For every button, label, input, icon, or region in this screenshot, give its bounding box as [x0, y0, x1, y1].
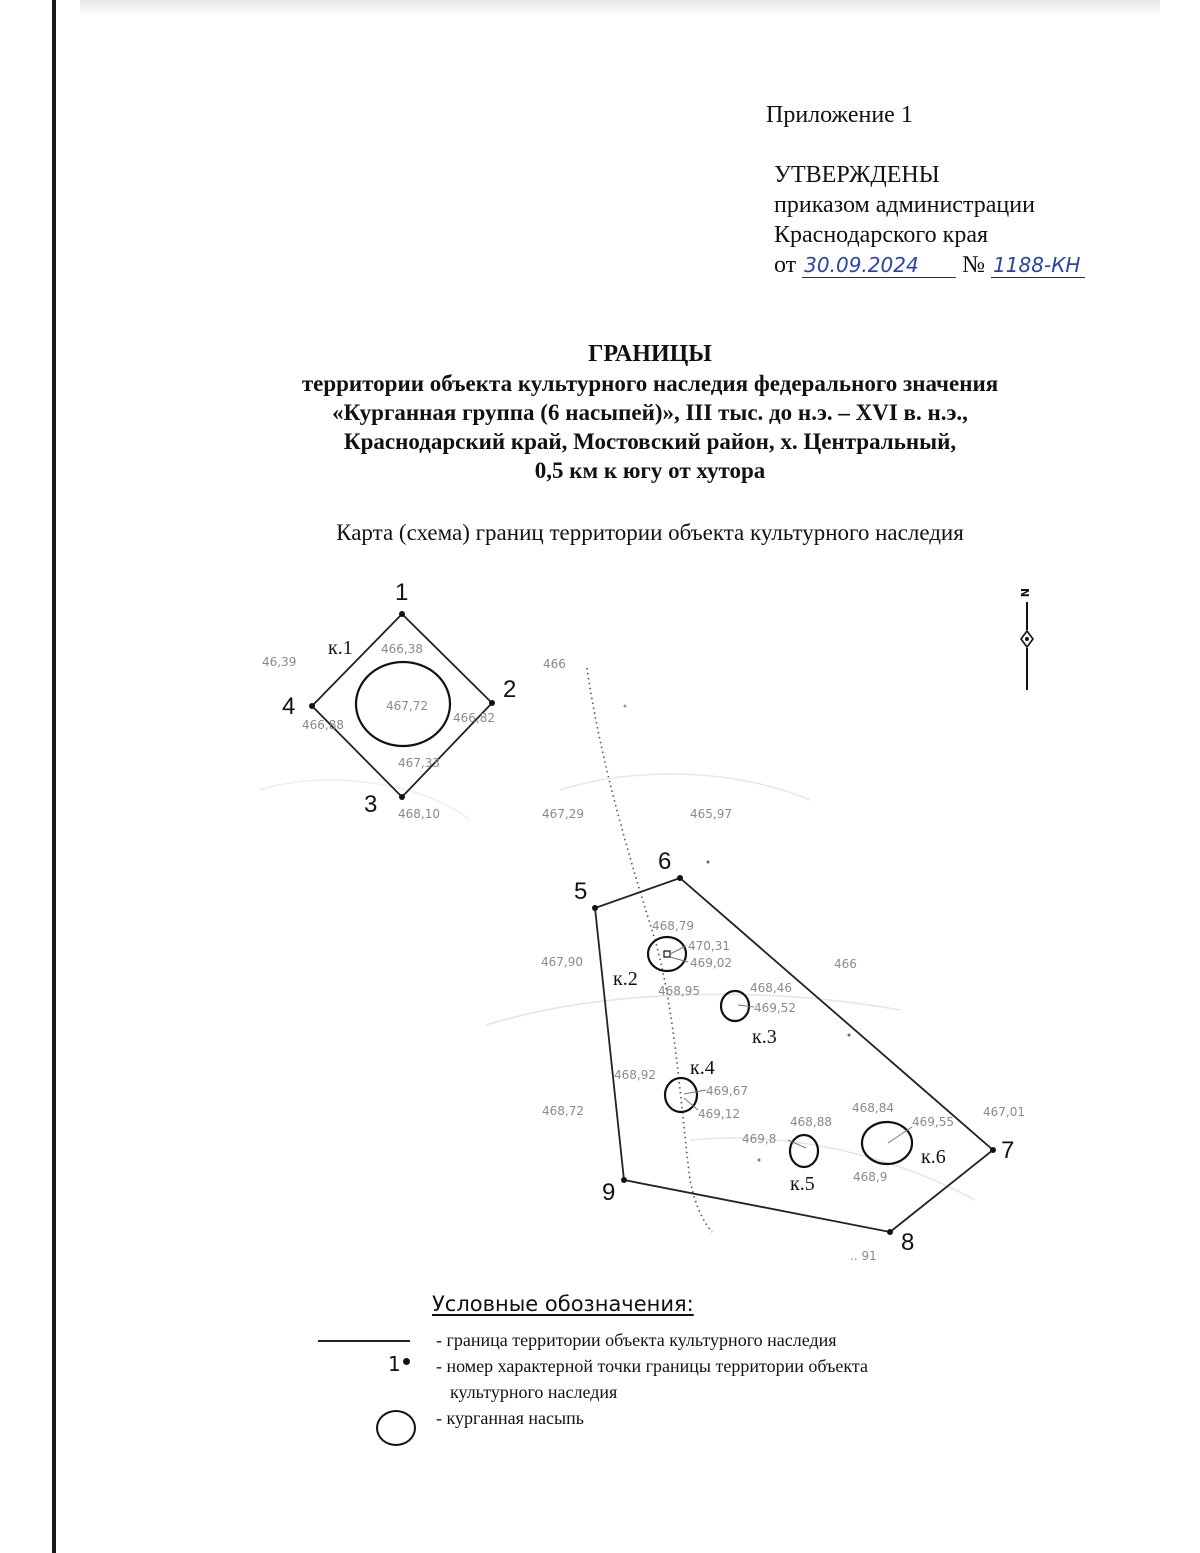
elevation-mark: 468,84 — [852, 1101, 894, 1115]
north-label: N — [1018, 588, 1031, 598]
boundary-point-1 — [399, 611, 405, 617]
elevation-mark: 468,79 — [652, 919, 694, 933]
elevation-mark: 466 — [834, 957, 857, 971]
elevation-mark: 466 — [543, 657, 566, 671]
elevation-mark: 467,01 — [983, 1105, 1025, 1119]
elevation-mark: 469,52 — [754, 1001, 796, 1015]
kurgan-mound-6 — [862, 1122, 912, 1164]
title-main: ГРАНИЦЫ — [588, 341, 712, 367]
elevation-mark: 467,90 — [541, 955, 583, 969]
elevation-mark: 469,67 — [706, 1084, 748, 1098]
elevation-mark: 465,97 — [690, 807, 732, 821]
point-label-9: 9 — [602, 1179, 616, 1206]
kurgan-2-center-mark — [664, 951, 670, 957]
point-label-2: 2 — [503, 676, 517, 703]
legend-text-kurgan: - курганная насыпь — [436, 1408, 584, 1428]
legend-item-boundary — [300, 1326, 1020, 1352]
boundary-point-6 — [677, 875, 683, 881]
point-number-symbol: 1 — [388, 1352, 410, 1376]
title-line-1: территории объекта культурного наследия федерального значения — [301, 371, 999, 396]
point-label-4: 4 — [282, 693, 296, 720]
survey-dot — [758, 1159, 761, 1162]
kurgan-label-1: к.1 — [328, 637, 353, 659]
title-line-3: Краснодарский край, Мостовский район, х. Центральный, — [343, 429, 957, 454]
boundary-point-2 — [489, 700, 495, 706]
elevation-marks — [262, 642, 1025, 1184]
point-label-7: 7 — [1001, 1137, 1015, 1164]
elevation-mark: 466,82 — [453, 711, 495, 725]
point-label-3: 3 — [364, 791, 378, 818]
elevation-mark: 468,10 — [398, 807, 440, 821]
elevation-mark: 468,95 — [658, 984, 700, 998]
legend-item-kurgan — [300, 1404, 1020, 1430]
elevation-mark: 468,88 — [790, 1115, 832, 1129]
elevation-mark-cropped: .. 91 — [850, 1249, 877, 1263]
contour-line — [560, 774, 810, 800]
kurgan-mound-4 — [665, 1078, 697, 1112]
elevation-mark: 470,31 — [688, 939, 730, 953]
map-legend — [300, 1292, 1020, 1430]
legend-text-point-cont: культурного наследия — [450, 1382, 618, 1402]
elevation-mark: 469,8 — [742, 1132, 777, 1146]
survey-dot — [624, 705, 627, 708]
point-label-6: 6 — [658, 848, 672, 875]
boundary-point-4 — [309, 703, 315, 709]
boundary-point-5 — [592, 905, 598, 911]
elevation-mark: 468,92 — [614, 1068, 656, 1082]
elevation-mark: 466,88 — [302, 718, 344, 732]
elevation-mark: 468,9 — [853, 1170, 888, 1184]
kurgan-label-6: к.6 — [921, 1146, 946, 1168]
legend-text-boundary: - граница территории объекта культурного наследия — [436, 1330, 837, 1350]
kurgan-mound-2 — [648, 937, 686, 971]
point-label-8: 8 — [901, 1229, 915, 1256]
handwritten-date: 30.09.2024 — [802, 253, 956, 278]
boundary-line-symbol — [318, 1340, 410, 1342]
handwritten-number: 1188-КН — [991, 253, 1085, 278]
elevation-mark: 469,12 — [698, 1107, 740, 1121]
survey-dot — [848, 1034, 851, 1037]
number-prefix: № — [962, 252, 986, 278]
legend-text-point: - номер характерной точки границы территории объекта — [436, 1356, 868, 1376]
legend-item-point — [300, 1352, 1020, 1378]
kurgan-label-4: к.4 — [690, 1057, 715, 1079]
kurgan-label-2: к.2 — [613, 968, 638, 990]
map-subtitle: Карта (схема) границ территории объекта культурного наследия — [336, 520, 964, 545]
kurgan-mound-5 — [790, 1135, 818, 1167]
elevation-mark: 466,38 — [381, 642, 423, 656]
boundary-point-9 — [621, 1177, 627, 1183]
title-line-2: «Курганная группа (6 насыпей)», III тыс. до н.э. – XVI в. н.э., — [332, 400, 968, 425]
legend-item-point-cont — [300, 1378, 1020, 1404]
point-label-1: 1 — [395, 579, 409, 606]
elevation-mark: 467,29 — [542, 807, 584, 821]
elevation-mark: 46,39 — [262, 655, 297, 669]
boundary-point-8 — [887, 1229, 893, 1235]
date-prefix: от — [774, 252, 797, 278]
approved-heading: УТВЕРЖДЕНЫ — [774, 162, 940, 188]
approved-region: Краснодарского края — [774, 222, 989, 248]
elevation-mark: 467,72 — [386, 699, 428, 713]
elevation-mark: 469,02 — [690, 956, 732, 970]
elevation-mark: 467,33 — [398, 756, 440, 770]
legend-title: Условные обозначения: — [432, 1292, 694, 1316]
point-label-5: 5 — [574, 878, 588, 905]
appendix-label: Приложение 1 — [766, 102, 913, 128]
approved-by: приказом администрации — [774, 192, 1035, 218]
elevation-mark: 469,55 — [912, 1115, 954, 1129]
kurgan-circle-symbol — [376, 1410, 416, 1446]
boundary-point-3 — [399, 794, 405, 800]
kurgan-label-5: к.5 — [790, 1173, 815, 1195]
kurgan-label-3: к.3 — [752, 1026, 777, 1048]
survey-dot — [707, 861, 710, 864]
elevation-mark: 468,72 — [542, 1104, 584, 1118]
contour-line — [486, 994, 900, 1025]
north-arrow-icon — [1018, 588, 1033, 690]
boundary-point-7 — [990, 1147, 996, 1153]
elevation-mark: 468,46 — [750, 981, 792, 995]
title-line-4: 0,5 км к югу от хутора — [534, 458, 766, 483]
